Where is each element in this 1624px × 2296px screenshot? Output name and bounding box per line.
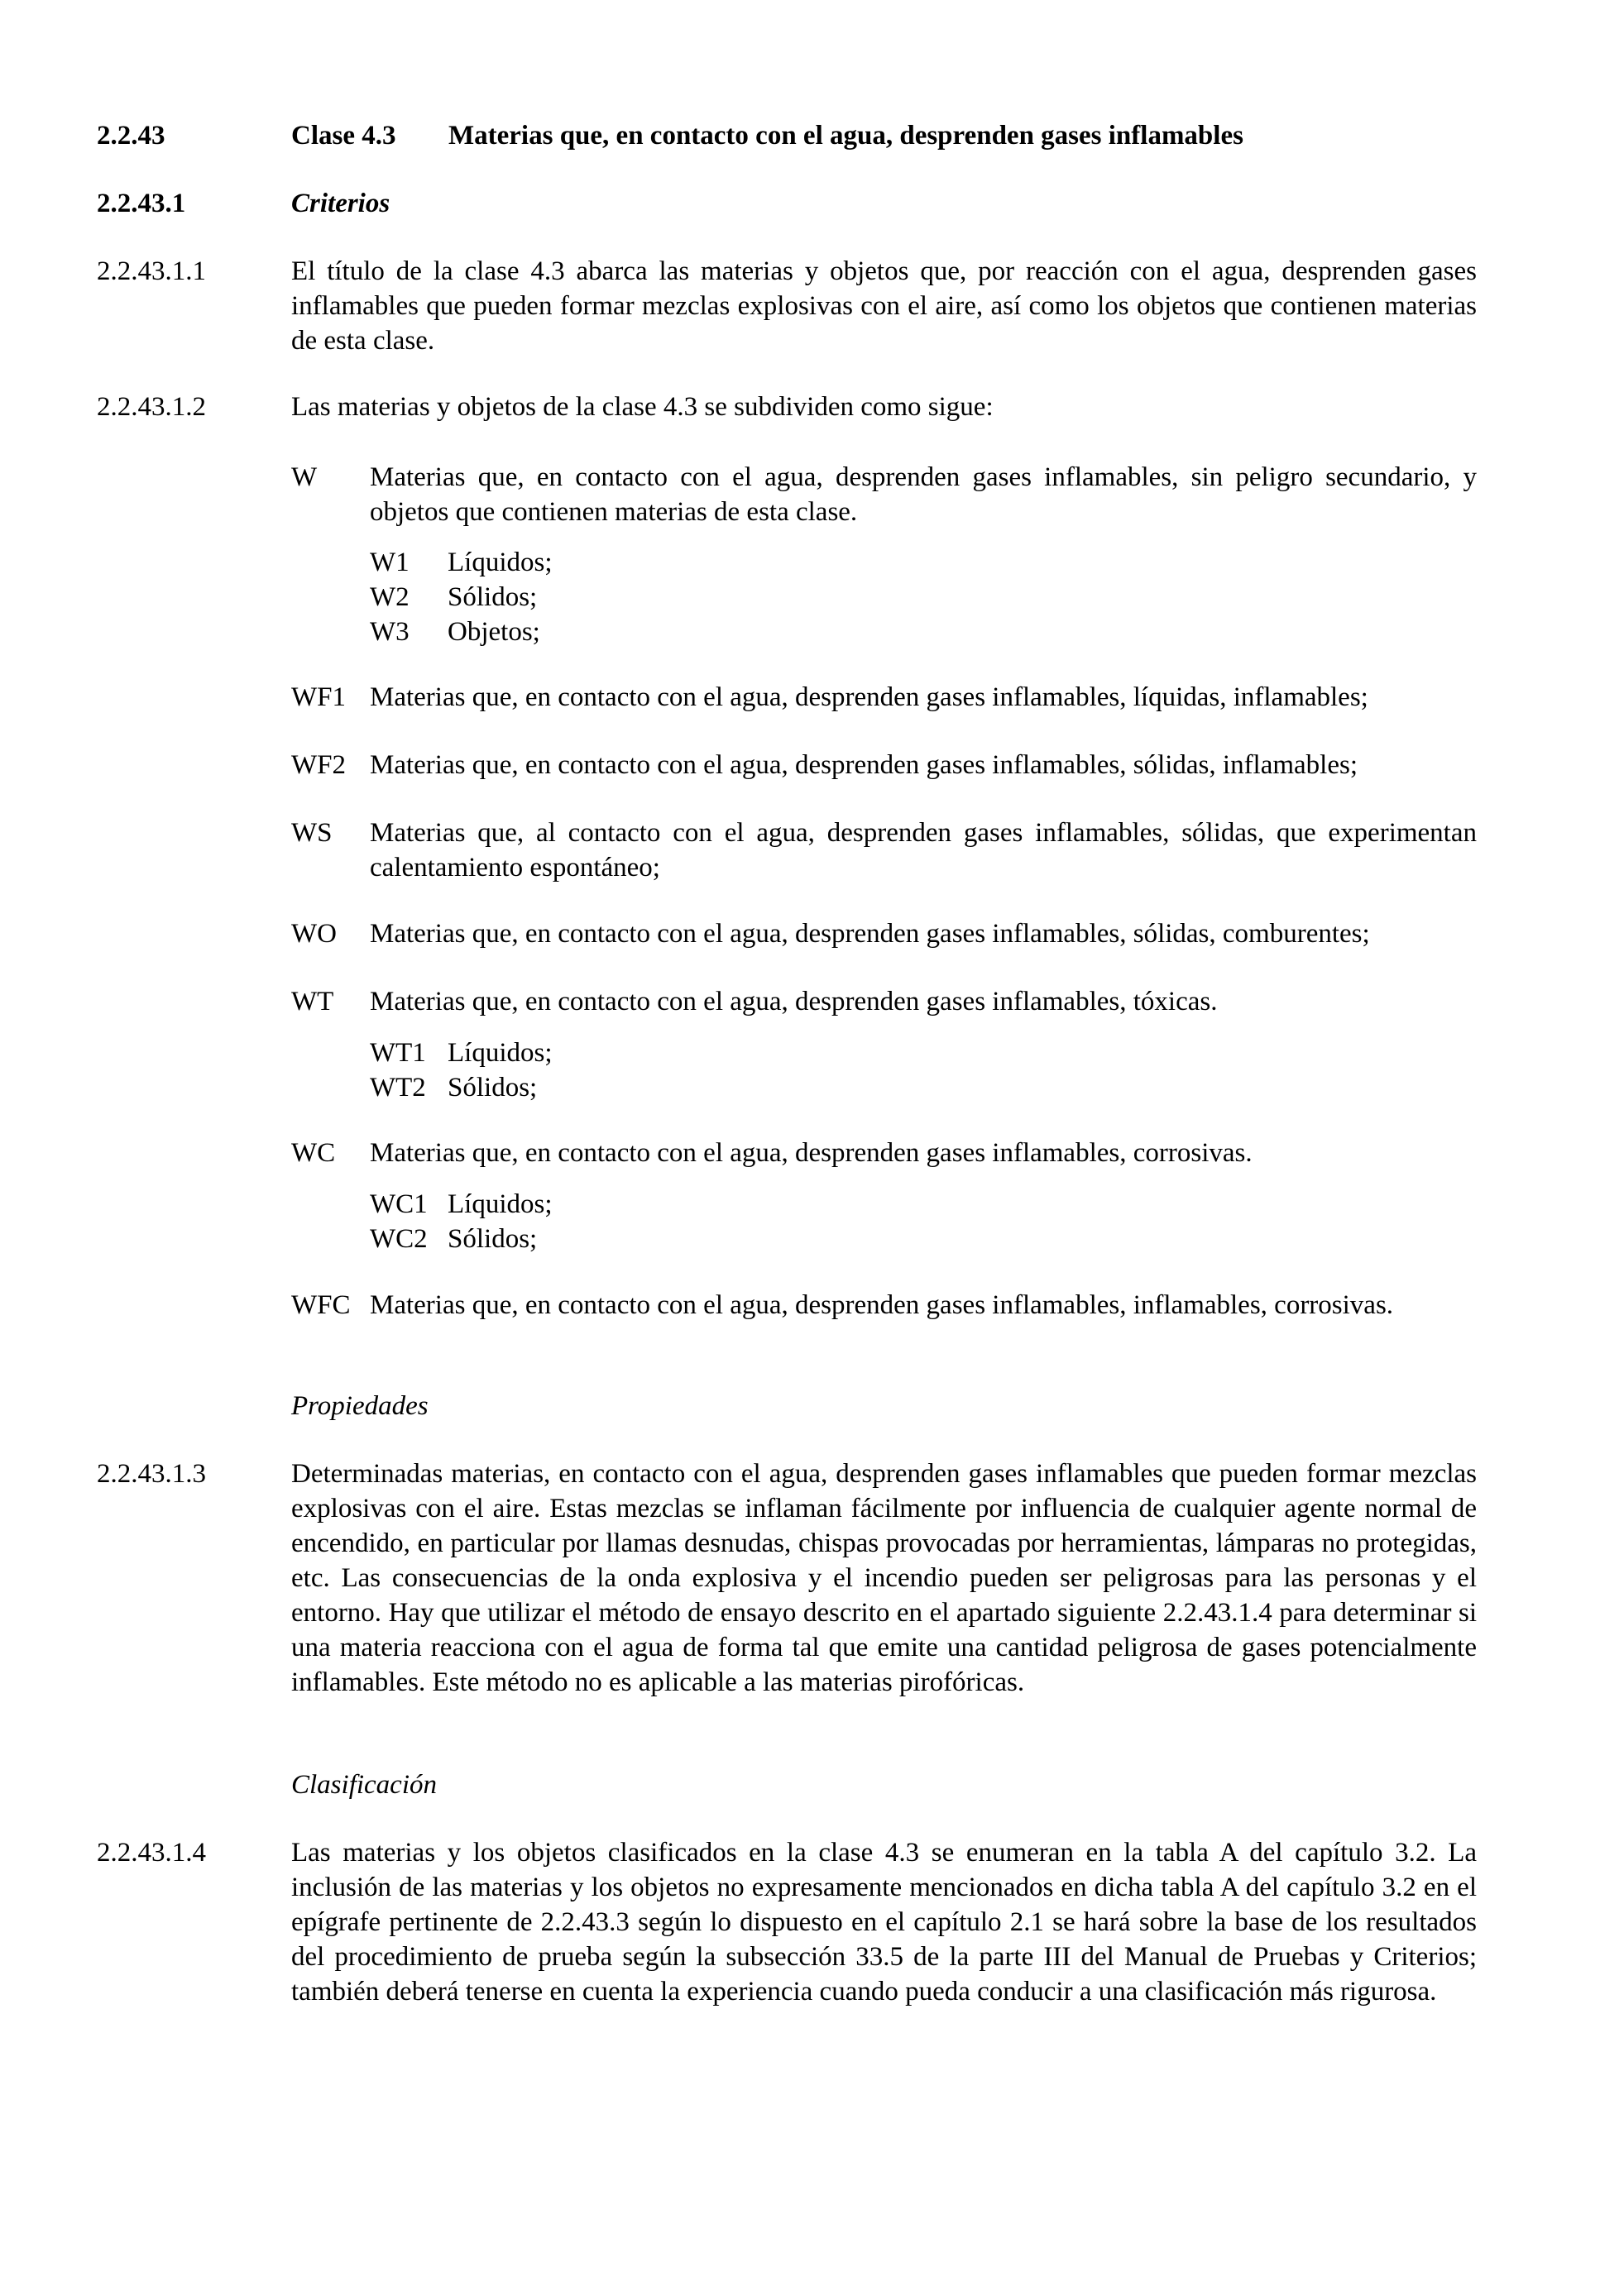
subheading-propiedades: Propiedades xyxy=(291,1391,429,1421)
subdivision-text: Sólidos; xyxy=(448,1073,538,1103)
division-text: Materias que, al contacto con el agua, desprenden gases inflamables, sólidas, que experimentan calentamiento espontáneo; xyxy=(370,818,1477,883)
division-code: W xyxy=(291,462,318,492)
division-code: WO xyxy=(291,919,337,949)
paragraph-text: Las materias y objetos de la clase 4.3 se subdividen como sigue: xyxy=(291,392,994,422)
division-code: WFC xyxy=(291,1290,351,1320)
division-code: WF2 xyxy=(291,750,346,780)
subdivision-text: Líquidos; xyxy=(448,1189,553,1219)
subdivision-code: W1 xyxy=(370,548,410,577)
division-text: Materias que, en contacto con el agua, desprenden gases inflamables, sólidas, comburentes; xyxy=(370,919,1370,949)
subdivision-code: W2 xyxy=(370,582,410,612)
paragraph-number: 2.2.43.1.2 xyxy=(97,392,206,422)
section-class: Clase 4.3 xyxy=(291,121,396,151)
paragraph-text: Las materias y los objetos clasificados en la clase 4.3 se enumeran en la tabla A del capítulo 3.2. La inclusión de las materias y los objetos no expresamente mencionados en dicha tabla A del capítulo 3.2 en el epígrafe pertinente de 2.2.43.3 según lo dispuesto en el capítulo 2.1 se hará sobre la base de los resultados del procedimiento de prueba según la subsección 33.5 de la parte III del Manual de Pruebas y Criterios; también deberá tenerse en cuenta la experiencia cuando pueda conducir a una clasificación más rigurosa. xyxy=(291,1838,1477,2007)
subdivision-text: Sólidos; xyxy=(448,1224,538,1254)
division-code: WT xyxy=(291,987,334,1016)
subdivision-text: Líquidos; xyxy=(448,548,553,577)
subdivision-text: Líquidos; xyxy=(448,1038,553,1068)
subdivision-text: Objetos; xyxy=(448,617,540,647)
division-text: Materias que, en contacto con el agua, desprenden gases inflamables, sólidas, inflamables; xyxy=(370,750,1358,780)
division-text: Materias que, en contacto con el agua, desprenden gases inflamables, corrosivas. xyxy=(370,1138,1253,1168)
subsection-title: Criterios xyxy=(291,189,390,218)
subdivision-code: WT2 xyxy=(370,1073,426,1103)
paragraph-number: 2.2.43.1.1 xyxy=(97,256,206,286)
division-code: WC xyxy=(291,1138,336,1168)
section-title: Materias que, en contacto con el agua, desprenden gases inflamables xyxy=(448,121,1243,151)
subsection-number: 2.2.43.1 xyxy=(97,189,186,218)
paragraph-number: 2.2.43.1.4 xyxy=(97,1838,206,1868)
paragraph-text: Determinadas materias, en contacto con el agua, desprenden gases inflamables que pueden formar mezclas explosivas con el aire. Estas mezclas se inflaman fácilmente por influencia de cualquier agente normal de encendido, en particular por llamas desnudas, chispas provocadas por herramientas, lámparas no protegidas, etc. Las consecuencias de la onda explosiva y el incendio pueden ser peligrosas para las personas y el entorno. Hay que utilizar el método de ensayo descrito en el apartado siguiente 2.2.43.1.4 para determinar si una materia reacciona con el agua de forma tal que emite una cantidad peligrosa de gases potencialmente inflamables. Este método no es aplicable a las materias pirofóricas. xyxy=(291,1459,1477,1697)
subdivision-code: WC1 xyxy=(370,1189,428,1219)
paragraph-text: El título de la clase 4.3 abarca las materias y objetos que, por reacción con el agua, desprenden gases inflamables que pueden formar mezclas explosivas con el aire, así como los objetos que contienen materias de esta clase. xyxy=(291,256,1477,356)
division-text: Materias que, en contacto con el agua, desprenden gases inflamables, inflamables, corrosivas. xyxy=(370,1290,1394,1320)
subheading-clasificacion: Clasificación xyxy=(291,1770,437,1800)
division-text: Materias que, en contacto con el agua, desprenden gases inflamables, líquidas, inflamables; xyxy=(370,682,1368,712)
subdivision-code: WC2 xyxy=(370,1224,428,1254)
division-text: Materias que, en contacto con el agua, desprenden gases inflamables, tóxicas. xyxy=(370,987,1218,1016)
division-code: WF1 xyxy=(291,682,346,712)
subdivision-text: Sólidos; xyxy=(448,582,538,612)
section-number: 2.2.43 xyxy=(97,121,165,151)
paragraph-number: 2.2.43.1.3 xyxy=(97,1459,206,1489)
subdivision-code: WT1 xyxy=(370,1038,426,1068)
division-text: Materias que, en contacto con el agua, desprenden gases inflamables, sin peligro secundario, y objetos que contienen materias de esta clase. xyxy=(370,462,1477,527)
division-code: WS xyxy=(291,818,333,848)
subdivision-code: W3 xyxy=(370,617,410,647)
